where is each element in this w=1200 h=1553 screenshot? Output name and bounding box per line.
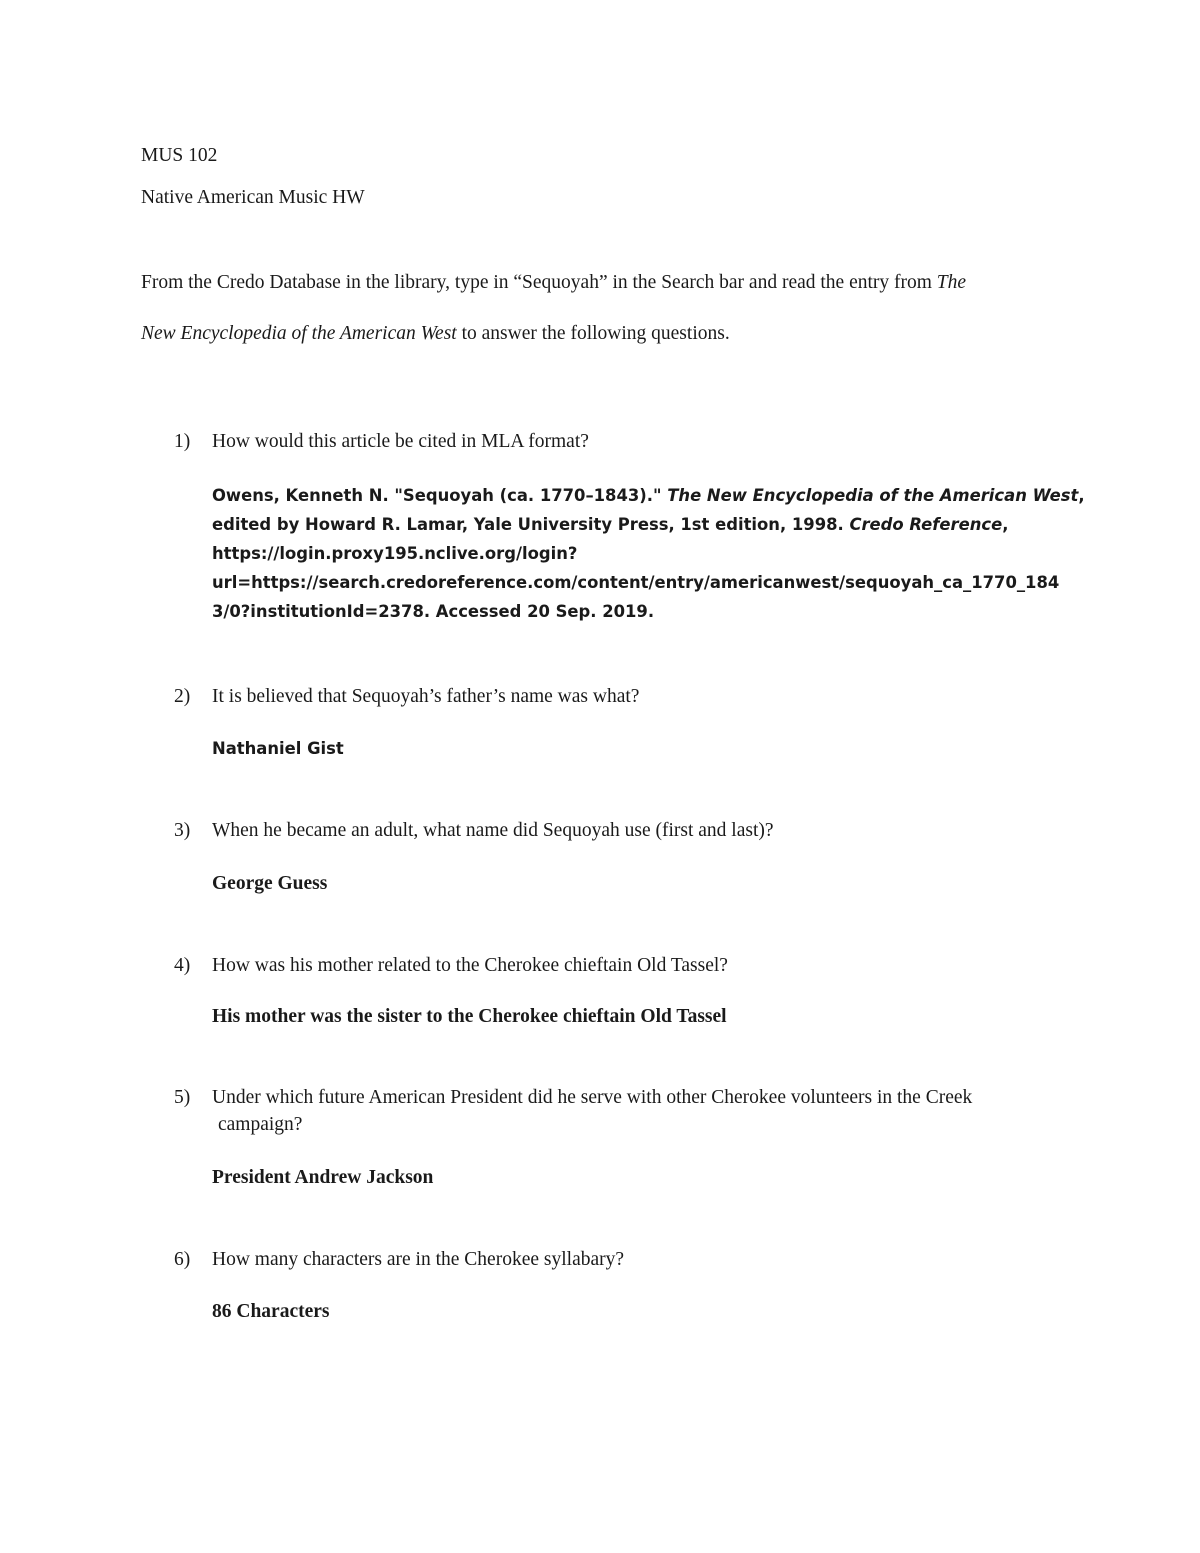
question-2-text: It is believed that Sequoyah’s father’s name was what?	[212, 686, 640, 707]
answer-4: His mother was the sister to the Cherokee chieftain Old Tassel	[212, 1006, 727, 1027]
answer-5: President Andrew Jackson	[212, 1167, 434, 1188]
question-4-text: How was his mother related to the Cherokee chieftain Old Tassel?	[212, 955, 728, 976]
intro-line-1	[141, 273, 966, 293]
question-6-text: How many characters are in the Cherokee syllabary?	[212, 1249, 625, 1270]
citation-line-1: Owens, Kenneth N. "Sequoyah (ca. 1770–1843)." The New Encyclopedia of the American West,	[212, 486, 1085, 505]
question-3-number: 3)	[174, 820, 191, 841]
citation-line-2: edited by Howard R. Lamar, Yale University Press, 1st edition, 1998. Credo Reference,	[212, 515, 1009, 534]
intro-text-end: to answer the following questions.	[456, 323, 730, 344]
question-6-number: 6)	[174, 1249, 191, 1270]
question-1-number: 1)	[174, 431, 191, 452]
question-5-text: Under which future American President did he serve with other Cherokee volunteers in the Creek	[212, 1087, 973, 1108]
course-code: MUS 102	[141, 145, 218, 166]
intro-line-2	[141, 324, 730, 344]
citation-book-title: The New Encyclopedia of the American West	[667, 486, 1079, 505]
citation-line-5: 3/0?institutionId=2378. Accessed 20 Sep. 2019.	[212, 602, 655, 621]
question-1-text: How would this article be cited in MLA format?	[212, 431, 589, 452]
document-title: Native American Music HW	[141, 187, 365, 208]
answer-6: 86 Characters	[212, 1301, 330, 1322]
citation-line-4: url=https://search.credoreference.com/content/entry/americanwest/sequoyah_ca_1770_184	[212, 573, 1060, 592]
intro-book-title-part2: New Encyclopedia of the American West	[141, 323, 457, 344]
citation-database: Credo Reference	[849, 515, 1003, 534]
intro-text: From the Credo Database in the library, type in “Sequoyah” in the Search bar and read the entry from	[141, 272, 937, 293]
intro-book-title-part1: The	[936, 272, 967, 293]
mla-citation	[212, 481, 1085, 626]
citation-line-3: https://login.proxy195.nclive.org/login?	[212, 544, 578, 563]
question-2-number: 2)	[174, 686, 191, 707]
question-5-text-continued: campaign?	[218, 1114, 303, 1135]
question-4-number: 4)	[174, 955, 191, 976]
question-5-number: 5)	[174, 1087, 191, 1108]
answer-3: George Guess	[212, 873, 328, 894]
answer-2: Nathaniel Gist	[212, 739, 344, 758]
question-3-text: When he became an adult, what name did Sequoyah use (first and last)?	[212, 820, 774, 841]
